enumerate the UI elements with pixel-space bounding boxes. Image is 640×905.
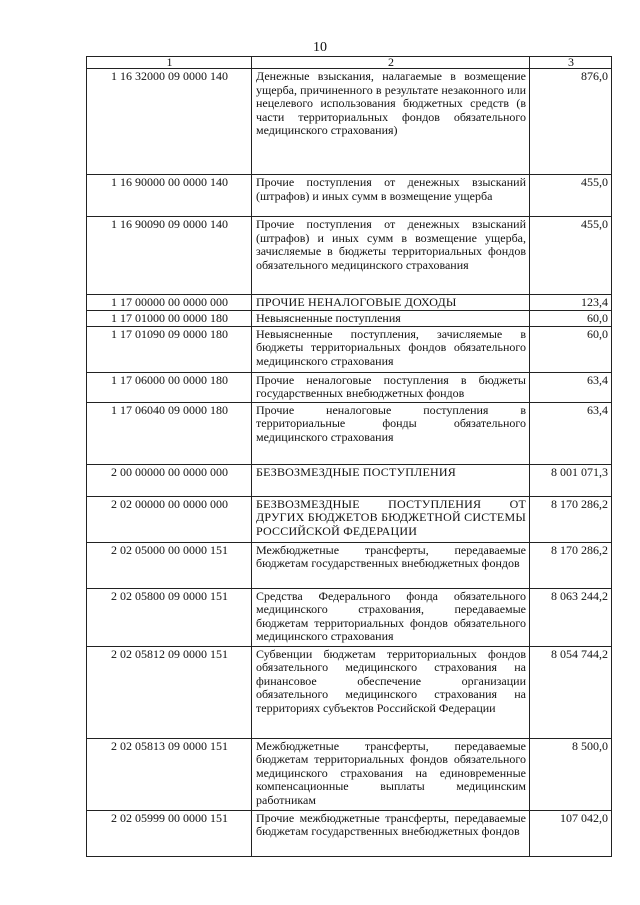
table-row: [87, 588, 612, 646]
budget-code: 2 02 05812 09 0000 151: [87, 646, 252, 738]
budget-code: 2 02 05000 00 0000 151: [87, 542, 252, 588]
revenue-amount: 60,0: [530, 311, 612, 327]
revenue-amount: 8 054 744,2: [530, 646, 612, 738]
table-row: [87, 738, 612, 810]
revenue-amount: 455,0: [530, 175, 612, 217]
revenue-name: Прочие неналоговые поступления в территориальные фонды обязательного медицинского страхования: [252, 402, 530, 464]
revenue-name: Субвенции бюджетам территориальных фондов обязательного медицинского страхования на финансовое обеспечение организации обязательного медицинского страхования на территориях субъектов Российской Федерации: [252, 646, 530, 738]
table-row: [87, 326, 612, 372]
budget-code: 1 17 01090 09 0000 180: [87, 326, 252, 372]
revenue-amount: 876,0: [530, 69, 612, 175]
budget-code: 1 17 06040 09 0000 180: [87, 402, 252, 464]
revenue-amount: 455,0: [530, 217, 612, 295]
table-row: [87, 496, 612, 542]
budget-revenue-table: [86, 56, 612, 857]
revenue-amount: 63,4: [530, 402, 612, 464]
table-row: [87, 464, 612, 496]
budget-code: 2 00 00000 00 0000 000: [87, 464, 252, 496]
table-row: [87, 646, 612, 738]
revenue-name: Денежные взыскания, налагаемые в возмещение ущерба, причиненного в результате незаконного или нецелевого использования бюджетных средств (в части территориальных фондов обязательного медицинского страхования): [252, 69, 530, 175]
revenue-name: Прочие поступления от денежных взысканий (штрафов) и иных сумм в возмещение ущерба: [252, 175, 530, 217]
revenue-amount: 8 063 244,2: [530, 588, 612, 646]
table-row: [87, 372, 612, 402]
budget-code: 1 16 90000 00 0000 140: [87, 175, 252, 217]
table-row: [87, 175, 612, 217]
revenue-name: ПРОЧИЕ НЕНАЛОГОВЫЕ ДОХОДЫ: [252, 295, 530, 311]
revenue-amount: 60,0: [530, 326, 612, 372]
revenue-name: Прочие межбюджетные трансферты, передаваемые бюджетам государственных внебюджетных фондов: [252, 810, 530, 856]
revenue-name: БЕЗВОЗМЕЗДНЫЕ ПОСТУПЛЕНИЯ ОТ ДРУГИХ БЮДЖЕТОВ БЮДЖЕТНОЙ СИСТЕМЫ РОССИЙСКОЙ ФЕДЕРАЦИИ: [252, 496, 530, 542]
budget-code: 2 02 05999 00 0000 151: [87, 810, 252, 856]
revenue-name: Межбюджетные трансферты, передаваемые бюджетам территориальных фондов обязательного медицинского страхования на единовременные компенсационные выплаты медицинским работникам: [252, 738, 530, 810]
revenue-amount: 8 500,0: [530, 738, 612, 810]
revenue-name: Средства Федерального фонда обязательного медицинского страхования, передаваемые бюджетам территориальных фондов обязательного медицинского страхования: [252, 588, 530, 646]
revenue-name: Прочие неналоговые поступления в бюджеты государственных внебюджетных фондов: [252, 372, 530, 402]
column-header-code: 1: [87, 57, 252, 69]
column-header-amount: 3: [530, 57, 612, 69]
revenue-name: БЕЗВОЗМЕЗДНЫЕ ПОСТУПЛЕНИЯ: [252, 464, 530, 496]
revenue-name: Прочие поступления от денежных взысканий (штрафов) и иных сумм в возмещение ущерба, зачисляемые в бюджеты территориальных фондов обязательного медицинского страхования: [252, 217, 530, 295]
revenue-amount: 8 170 286,2: [530, 542, 612, 588]
column-header-name: 2: [252, 57, 530, 69]
revenue-name: Невыясненные поступления: [252, 311, 530, 327]
budget-code: 1 16 32000 09 0000 140: [87, 69, 252, 175]
budget-code: 2 02 05800 09 0000 151: [87, 588, 252, 646]
budget-code: 1 17 06000 00 0000 180: [87, 372, 252, 402]
table-header-row: [87, 57, 612, 69]
table-row: [87, 311, 612, 327]
budget-code: 1 17 00000 00 0000 000: [87, 295, 252, 311]
table-row: [87, 295, 612, 311]
revenue-amount: 8 001 071,3: [530, 464, 612, 496]
revenue-amount: 63,4: [530, 372, 612, 402]
table-row: [87, 69, 612, 175]
page-number: 10: [313, 40, 327, 55]
revenue-amount: 8 170 286,2: [530, 496, 612, 542]
table-row: [87, 402, 612, 464]
budget-code: 1 16 90090 09 0000 140: [87, 217, 252, 295]
table-row: [87, 217, 612, 295]
table-row: [87, 810, 612, 856]
revenue-name: Невыясненные поступления, зачисляемые в бюджеты территориальных фондов обязательного медицинского страхования: [252, 326, 530, 372]
table-row: [87, 542, 612, 588]
revenue-amount: 107 042,0: [530, 810, 612, 856]
budget-code: 1 17 01000 00 0000 180: [87, 311, 252, 327]
revenue-name: Межбюджетные трансферты, передаваемые бюджетам государственных внебюджетных фондов: [252, 542, 530, 588]
budget-code: 2 02 00000 00 0000 000: [87, 496, 252, 542]
budget-code: 2 02 05813 09 0000 151: [87, 738, 252, 810]
revenue-amount: 123,4: [530, 295, 612, 311]
